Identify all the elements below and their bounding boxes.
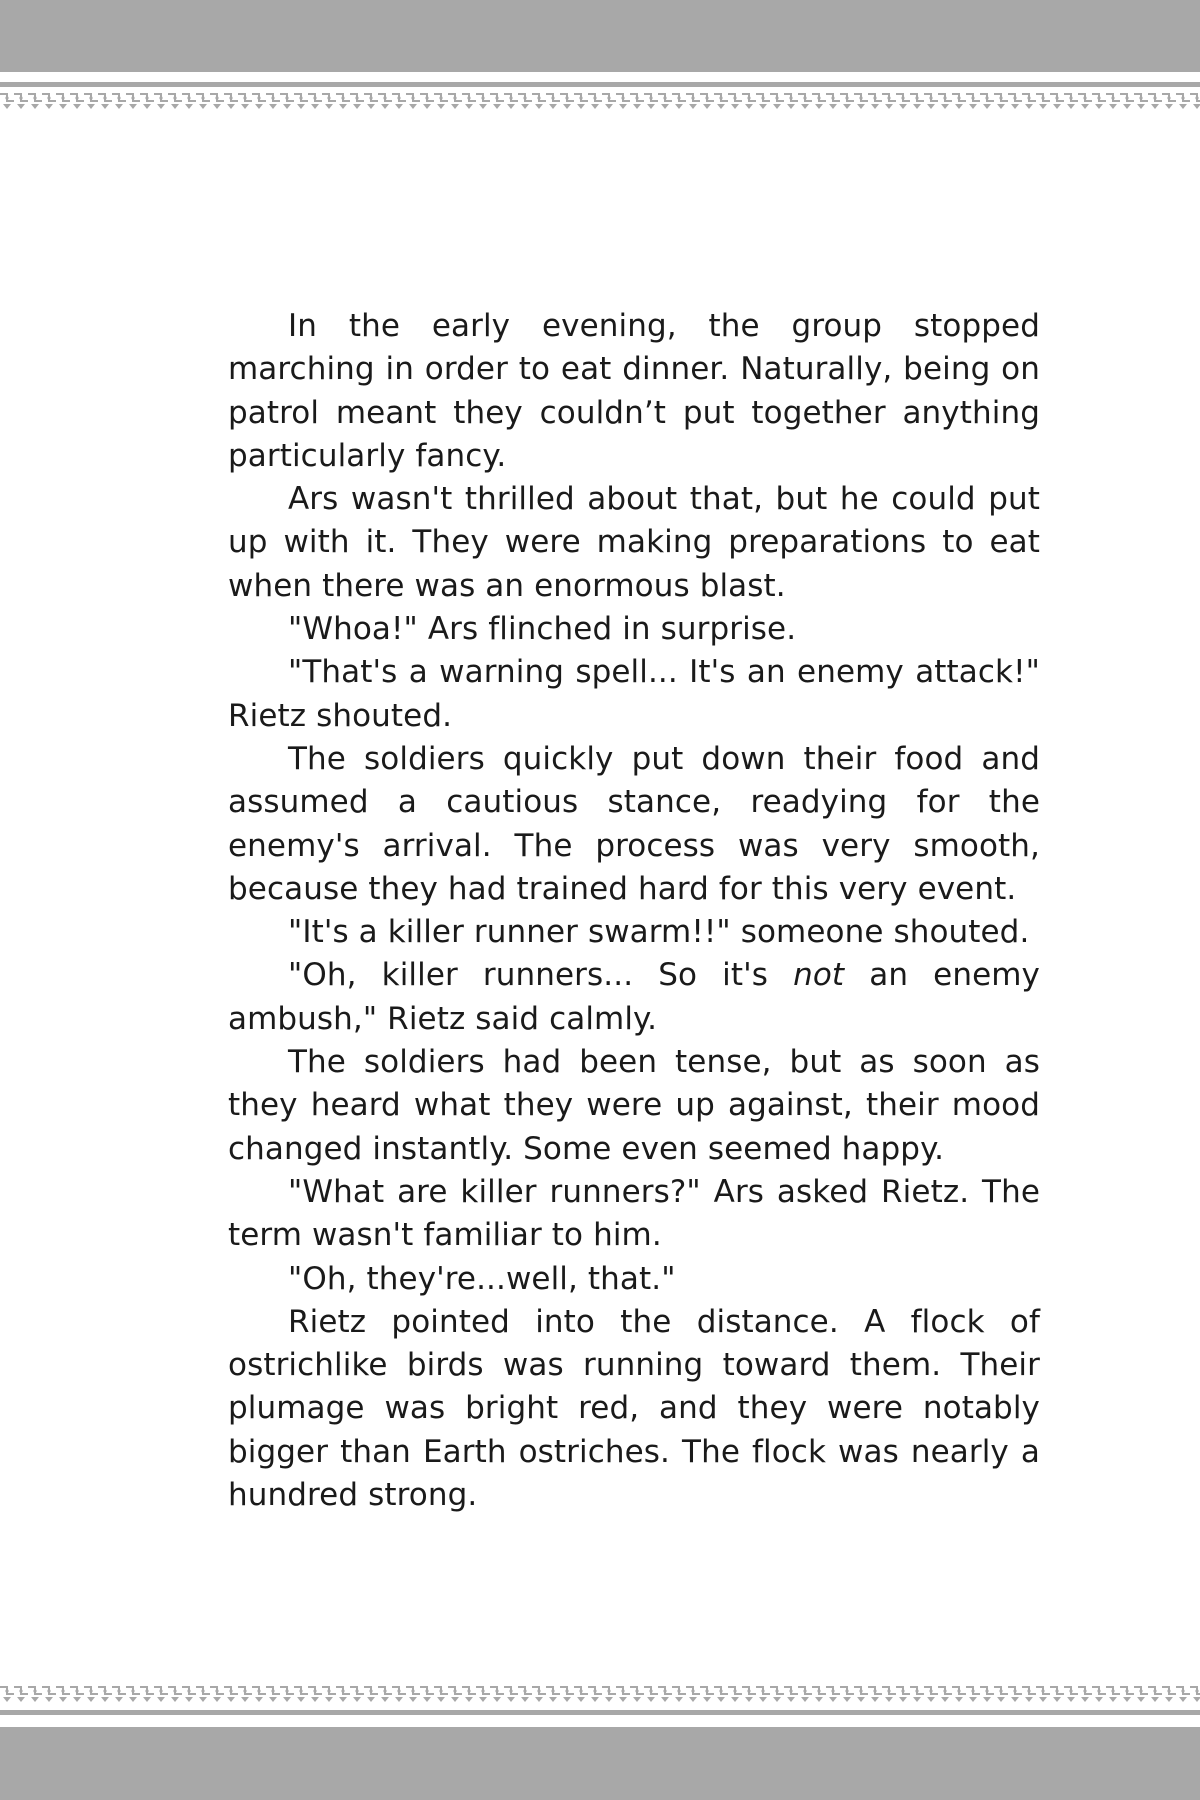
paragraph-1: In the early evening, the group stopped marching in order to eat dinner. Naturally, being on patrol meant they couldn’t put together anything particularly fancy.: [228, 308, 1040, 474]
paragraph-7: [228, 954, 1040, 1041]
top-frame-rule: [0, 82, 1200, 87]
bottom-frame-bar: [0, 1727, 1200, 1800]
paragraph-10: "Oh, they're...well, that.": [288, 1260, 676, 1297]
paragraph-5: The soldiers quickly put down their food and assumed a cautious stance, readying for the enemy's arrival. The process was very smooth, because they had trained hard for this very event.: [228, 740, 1040, 907]
paragraph-9: "What are killer runners?" Ars asked Rietz. The term wasn't familiar to him.: [228, 1173, 1040, 1254]
paragraph-7-end: an enemy ambush," Rietz said calmly.: [228, 957, 1040, 1037]
paragraph-6: "It's a killer runner swarm!!" someone shouted.: [288, 914, 1030, 951]
paragraph-7-emphasis: not: [793, 957, 845, 994]
bottom-ornamental-border: [0, 1683, 1200, 1705]
top-ornamental-border: [0, 90, 1200, 112]
top-frame-bar: [0, 0, 1200, 72]
paragraph-11: Rietz pointed into the distance. A flock of ostrichlike birds was running toward them. Their plumage was bright red, and they were notably bigger than Earth ostriches. The flock was nearly a hundred strong.: [228, 1303, 1040, 1514]
paragraph-7-start: "Oh, killer runners... So it's: [288, 957, 794, 994]
paragraph-8: The soldiers had been tense, but as soon as they heard what they were up against, their mood changed instantly. Some even seemed happy.: [228, 1044, 1040, 1167]
body-text: [228, 305, 1040, 1517]
paragraph-3: "Whoa!" Ars flinched in surprise.: [288, 611, 797, 648]
paragraph-2: Ars wasn't thrilled about that, but he could put up with it. They were making preparations to eat when there was an enormous blast.: [228, 481, 1040, 604]
paragraph-4: "That's a warning spell... It's an enemy attack!" Rietz shouted.: [228, 654, 1040, 734]
bottom-frame-rule: [0, 1710, 1200, 1715]
